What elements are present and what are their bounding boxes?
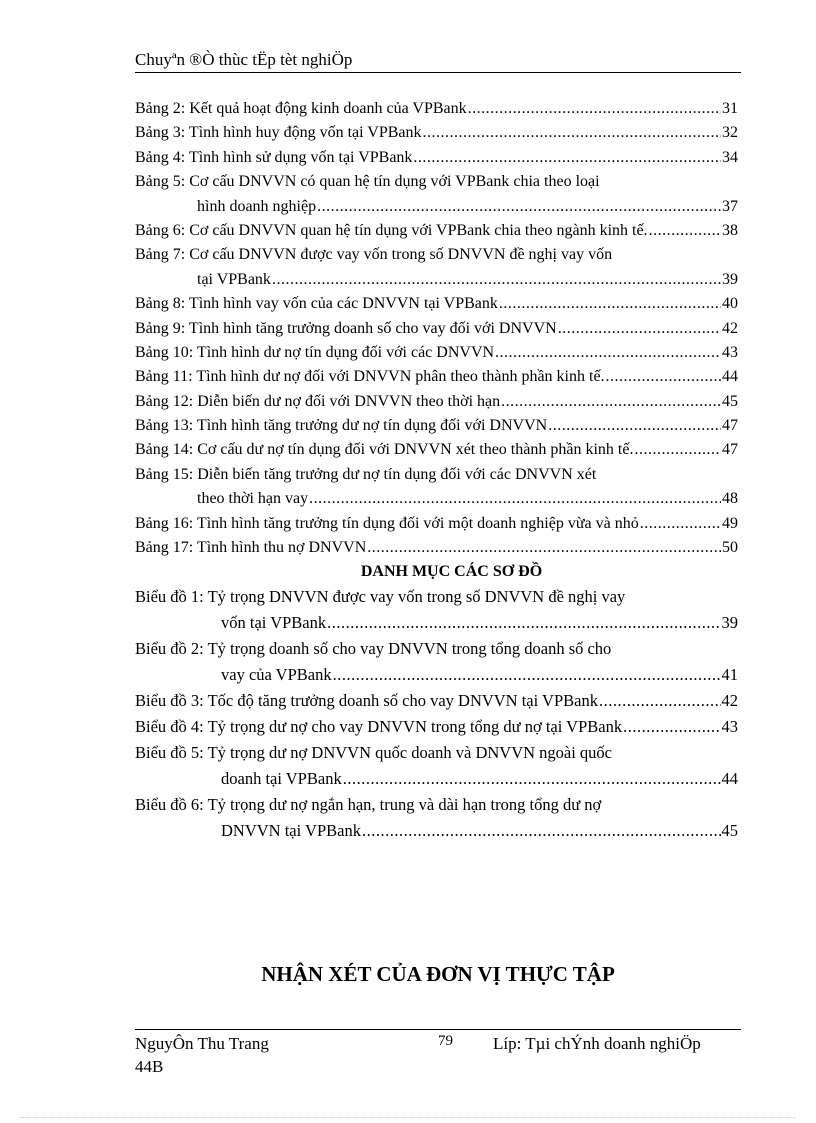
toc-entry-table-14[interactable]	[135, 438, 738, 462]
dot-leader	[558, 317, 721, 341]
toc-entry-table-2[interactable]	[135, 97, 738, 121]
dot-leader	[413, 146, 721, 170]
toc-entry-text: Bảng 9: Tình hình tăng trưởng doanh số cho vay đối với DNVVN	[135, 319, 557, 337]
dot-leader	[634, 438, 721, 462]
page-bottom-edge	[20, 1117, 796, 1118]
dot-leader	[309, 487, 721, 511]
toc-entry-page: 40	[722, 295, 738, 313]
toc-entry-text: Bảng 13: Tình hình tăng trưởng dư nợ tín dụng đối với DNVVN	[135, 417, 548, 435]
toc-entry-page: 48	[722, 490, 738, 508]
toc-entry-table-17[interactable]	[135, 536, 738, 560]
toc-entry-text: Biểu đồ 6: Tỷ trọng dư nợ ngắn hạn, trung và dài hạn trong tổng dư nợ	[135, 795, 602, 815]
toc-entry-page: 42	[722, 319, 738, 337]
toc-entry-table-5-cont[interactable]	[135, 195, 738, 219]
toc-entry-page: 44	[722, 368, 738, 386]
toc-entry-figure-5[interactable]	[135, 740, 738, 766]
dot-leader	[367, 536, 721, 560]
toc-entry-page: 44	[721, 769, 738, 789]
header-title: Chuyªn ®Ò thùc tËp tèt nghiÖp	[135, 50, 353, 69]
toc-entry-page: 31	[722, 100, 738, 117]
toc-entry-text: Biểu đồ 3: Tốc độ tăng trưởng doanh số cho vay DNVVN tại VPBank	[135, 691, 598, 711]
toc-entry-text: Bảng 11: Tình hình dư nợ đối với DNVVN phân theo thành phần kinh tế.	[135, 368, 605, 386]
toc-entry-table-9[interactable]	[135, 317, 738, 341]
toc-entry-page: 42	[721, 691, 738, 711]
toc-entry-page: 43	[722, 343, 738, 361]
dot-leader	[499, 292, 721, 316]
dot-leader	[623, 714, 720, 740]
toc-entry-table-15[interactable]	[135, 463, 738, 487]
table-of-contents	[135, 97, 738, 844]
toc-entry-text: Bảng 7: Cơ cấu DNVVN được vay vốn trong số DNVVN đề nghị vay vốn	[135, 246, 613, 264]
toc-entry-table-7[interactable]	[135, 243, 738, 267]
toc-entry-text: Bảng 8: Tình hình vay vốn của các DNVVN tại VPBank	[135, 295, 498, 313]
toc-entry-text: Bảng 6: Cơ cấu DNVVN quan hệ tín dụng với VPBank chia theo ngành kinh tế.	[135, 221, 648, 239]
toc-entry-text: Bảng 16: Tình hình tăng trưởng tín dụng đối với một doanh nghiệp vừa và nhỏ	[135, 514, 639, 532]
toc-entry-table-6[interactable]	[135, 219, 738, 243]
toc-entry-table-4[interactable]	[135, 146, 738, 170]
toc-entry-text: Biểu đồ 4: Tỷ trọng dư nợ cho vay DNVVN trong tổng dư nợ tại VPBank	[135, 717, 623, 737]
remark-title: NHẬN XÉT CỦA ĐƠN VỊ THỰC TẬP	[261, 962, 615, 986]
toc-entry-text: Bảng 12: Diễn biến dư nợ đối với DNVVN theo thời hạn	[135, 392, 501, 410]
toc-entry-text: Bảng 2: Kết quả hoạt động kinh doanh của VPBank	[135, 100, 467, 117]
toc-entry-figure-2[interactable]	[135, 636, 738, 662]
dot-leader	[501, 390, 721, 414]
toc-entry-figure-5-cont[interactable]	[135, 766, 738, 792]
dot-leader	[423, 121, 721, 145]
dot-leader	[317, 195, 721, 219]
toc-entry-figure-1-cont[interactable]	[135, 610, 738, 636]
toc-entry-page: 39	[721, 613, 738, 633]
dot-leader	[468, 97, 721, 121]
toc-entry-page: 45	[721, 821, 738, 841]
toc-entry-text: Biểu đồ 5: Tỷ trọng dư nợ DNVVN quốc doanh và DNVVN ngoài quốc	[135, 743, 613, 763]
dot-leader	[495, 341, 721, 365]
toc-entry-page: 37	[722, 197, 738, 215]
toc-entry-page: 47	[722, 417, 738, 435]
toc-entry-table-11[interactable]	[135, 365, 738, 389]
toc-entry-table-3[interactable]	[135, 121, 738, 145]
toc-entry-text: Bảng 14: Cơ cấu dư nợ tín dụng đối với DNVVN xét theo thành phần kinh tế.	[135, 441, 634, 459]
toc-entry-page: 45	[722, 392, 738, 410]
dot-leader	[640, 512, 721, 536]
toc-entry-page: 32	[722, 124, 738, 142]
toc-entry-text: Bảng 10: Tình hình dư nợ tín dụng đối với các DNVVN	[135, 343, 495, 361]
footer-class-year: 44B	[135, 1057, 164, 1076]
toc-entry-figure-2-cont[interactable]	[135, 662, 738, 688]
toc-entry-figure-6[interactable]	[135, 792, 738, 818]
dot-leader	[599, 688, 721, 714]
toc-entry-text: Biểu đồ 2: Tỷ trọng doanh số cho vay DNVVN trong tổng doanh số cho	[135, 639, 612, 659]
dot-leader	[343, 766, 721, 792]
toc-entry-table-7-cont[interactable]	[135, 268, 738, 292]
toc-entry-page: 41	[721, 665, 738, 685]
toc-entry-text-cont: vốn tại VPBank	[221, 613, 327, 633]
dot-leader	[606, 365, 721, 389]
toc-entry-figure-3[interactable]	[135, 688, 738, 714]
toc-entry-page: 50	[722, 539, 738, 557]
toc-entry-text-cont: theo thời hạn vay	[197, 490, 309, 508]
dot-leader	[333, 662, 721, 688]
toc-entry-figure-4[interactable]	[135, 714, 738, 740]
dot-leader	[327, 610, 720, 636]
toc-entry-text-cont: vay của VPBank	[221, 665, 332, 685]
footer-author: NguyÔn Thu Trang	[135, 1034, 269, 1053]
dot-leader	[649, 219, 721, 243]
toc-entry-figure-1[interactable]	[135, 584, 738, 610]
toc-entry-table-5[interactable]	[135, 170, 738, 194]
dot-leader	[272, 268, 721, 292]
toc-entry-text-cont: hình doanh nghiệp	[197, 197, 317, 215]
footer-page-number: 79	[438, 1033, 453, 1049]
toc-entry-text: Biểu đồ 1: Tỷ trọng DNVVN được vay vốn trong số DNVVN đề nghị vay	[135, 587, 626, 607]
toc-entry-text: Bảng 4: Tình hình sử dụng vốn tại VPBank	[135, 148, 413, 166]
toc-entry-text: Bảng 5: Cơ cấu DNVVN có quan hệ tín dụng với VPBank chia theo loại	[135, 173, 600, 191]
toc-entry-page: 39	[722, 270, 738, 288]
toc-entry-text: Bảng 15: Diễn biến tăng trưởng dư nợ tín dụng đối với các DNVVN xét	[135, 465, 597, 483]
toc-entry-page: 43	[721, 717, 738, 737]
toc-entry-table-15-cont[interactable]	[135, 487, 738, 511]
diagram-section-title: DANH MỤC CÁC SƠ ĐỒ	[360, 563, 543, 581]
toc-entry-text: Bảng 3: Tình hình huy động vốn tại VPBank	[135, 124, 422, 142]
toc-entry-page: 38	[722, 221, 738, 239]
toc-entry-page: 49	[722, 514, 738, 532]
dot-leader	[548, 414, 721, 438]
toc-entry-table-13[interactable]	[135, 414, 738, 438]
toc-entry-table-12[interactable]	[135, 390, 738, 414]
dot-leader	[362, 818, 721, 844]
page-header	[135, 50, 741, 73]
toc-entry-text-cont: doanh tại VPBank	[221, 769, 342, 789]
footer-class: Líp: Tµi chÝnh doanh nghiÖp	[493, 1034, 701, 1053]
toc-entry-table-8[interactable]	[135, 292, 738, 316]
toc-entry-figure-6-cont[interactable]	[135, 818, 738, 844]
footer-rule	[135, 1029, 741, 1030]
toc-entry-page: 47	[722, 441, 738, 459]
toc-entry-table-10[interactable]	[135, 341, 738, 365]
toc-entry-text-cont: DNVVN tại VPBank	[221, 821, 361, 841]
toc-entry-page: 34	[722, 148, 738, 166]
toc-entry-text-cont: tại VPBank	[197, 270, 271, 288]
toc-entry-text: Bảng 17: Tình hình thu nợ DNVVN	[135, 539, 367, 557]
toc-entry-table-16[interactable]	[135, 512, 738, 536]
